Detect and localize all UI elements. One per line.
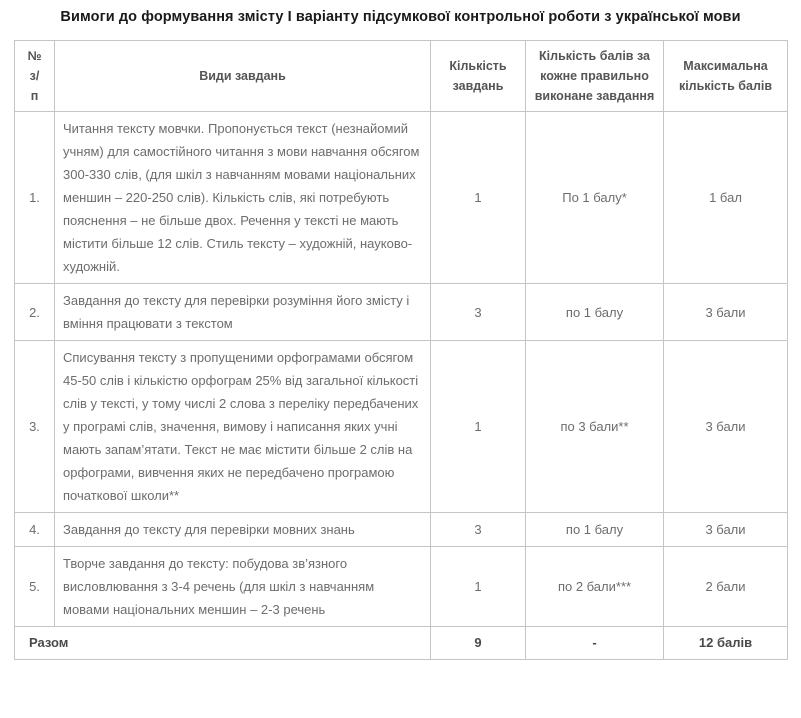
header-row: [15, 41, 788, 112]
row-number: 2.: [15, 284, 55, 341]
table-body: [15, 112, 788, 627]
column-header-points-each: Кількість балів за кожне правильно виконане завдання: [526, 41, 664, 112]
column-header-count: Кількість завдань: [431, 41, 526, 112]
total-max-points: 12 балів: [664, 627, 788, 660]
row-points-each: по 3 бали**: [526, 341, 664, 513]
row-number: 3.: [15, 341, 55, 513]
row-description: Творче завдання до тексту: побудова зв’язного висловлювання з 3-4 речень (для шкіл з навчанням мовами національних меншин – 2-3 речень: [55, 547, 431, 627]
table-header: [15, 41, 788, 112]
total-points-each: -: [526, 627, 664, 660]
row-number: 1.: [15, 112, 55, 284]
table-row: [15, 513, 788, 547]
row-count: 3: [431, 284, 526, 341]
row-points-each: по 2 бали***: [526, 547, 664, 627]
column-header-number-line-2: з/: [29, 69, 40, 83]
total-label: Разом: [15, 627, 431, 660]
row-count: 3: [431, 513, 526, 547]
column-header-number-line-3: п: [30, 89, 39, 103]
row-max-points: 1 бал: [664, 112, 788, 284]
row-description: Завдання до тексту для перевірки мовних знань: [55, 513, 431, 547]
row-max-points: 3 бали: [664, 341, 788, 513]
column-header-description: Види завдань: [55, 41, 431, 112]
table-row: [15, 547, 788, 627]
column-header-max-points: Максимальна кількість балів: [664, 41, 788, 112]
table-footer: [15, 627, 788, 660]
column-header-number: [15, 41, 55, 112]
row-max-points: 3 бали: [664, 284, 788, 341]
row-points-each: по 1 балу: [526, 284, 664, 341]
row-description: Читання тексту мовчки. Пропонується текст (незнайомий учням) для самостійного читання з мови навчання обсягом 300-330 слів, (для шкіл з навчанням мовами національних меншин – 220-250 слів). Кількість слів, які потребують пояснення – не більше двох. Речення у тексті не мають містити більше 12 слів. Стиль тексту – художній, науково-художній.: [55, 112, 431, 284]
table-row: [15, 341, 788, 513]
column-header-number-line-1: №: [27, 49, 42, 63]
row-count: 1: [431, 547, 526, 627]
total-count: 9: [431, 627, 526, 660]
row-number: 4.: [15, 513, 55, 547]
row-count: 1: [431, 341, 526, 513]
row-number: 5.: [15, 547, 55, 627]
page-title: Вимоги до формування змісту І варіанту підсумкової контрольної роботи з української мови: [60, 9, 741, 25]
row-points-each: по 1 балу: [526, 513, 664, 547]
requirements-table: [14, 40, 788, 660]
row-max-points: 3 бали: [664, 513, 788, 547]
table-container: [0, 40, 801, 660]
row-description: Списування тексту з пропущеними орфограмами обсягом 45-50 слів і кількістю орфограм 25% від загальної кількості слів у тексті, у тому числі 2 слова з переліку передбачених у програмі слів, значення, вимову і написання яких учні мають запам’ятати. Текст не має містити більше 2 слів на орфограми, вивчення яких не передбачено програмою початкової школи**: [55, 341, 431, 513]
table-row: [15, 112, 788, 284]
row-count: 1: [431, 112, 526, 284]
row-max-points: 2 бали: [664, 547, 788, 627]
total-row: [15, 627, 788, 660]
row-points-each: По 1 балу*: [526, 112, 664, 284]
row-description: Завдання до тексту для перевірки розуміння його змісту і вміння працювати з текстом: [55, 284, 431, 341]
table-row: [15, 284, 788, 341]
